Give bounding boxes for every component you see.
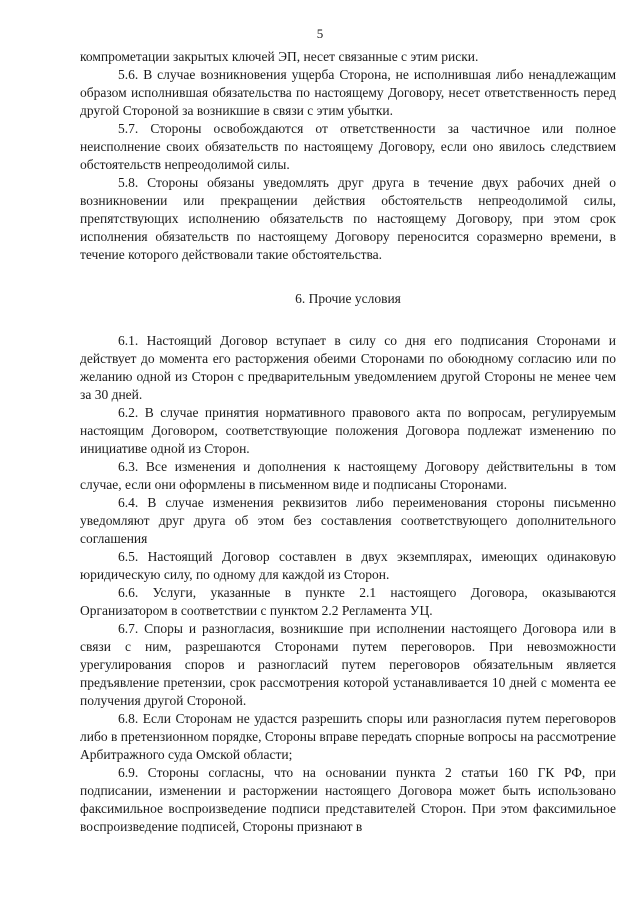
paragraph-5-continuation: компрометации закрытых ключей ЭП, несет связанные с этим риски. xyxy=(80,49,479,64)
paragraph-6-3: 6.3. Все изменения и дополнения к настоящему Договору действительны в том случае, если они оформлены в письменном виде и подписаны Сторонами. xyxy=(80,459,616,492)
paragraph-6-4: 6.4. В случае изменения реквизитов либо переименования стороны письменно уведомляют друг друга об этом без составления соответствующего дополнительного соглашения xyxy=(80,495,616,546)
paragraph-5-7: 5.7. Стороны освобождаются от ответственности за частичное или полное неисполнение своих обязательств по настоящему Договору, если оно явилось следствием обстоятельств непреодолимой силы. xyxy=(80,121,616,172)
paragraph-6-6: 6.6. Услуги, указанные в пункте 2.1 настоящего Договора, оказываются Организатором в соответствии с пунктом 2.2 Регламента УЦ. xyxy=(80,585,616,618)
paragraph-6-1: 6.1. Настоящий Договор вступает в силу со дня его подписания Сторонами и действует до момента его расторжения обеими Сторонами по обоюдному согласию или по желанию одной из Сторон с предварительным уведомлением другой Стороны не менее чем за 30 дней. xyxy=(80,333,616,402)
section-6-heading: 6. Прочие условия xyxy=(295,291,401,306)
paragraph-6-2: 6.2. В случае принятия нормативного правового акта по вопросам, регулируемым настоящим Договором, соответствующие положения Договора подлежат изменению по инициативе одной из Сторон. xyxy=(80,405,616,456)
paragraph-5-6: 5.6. В случае возникновения ущерба Сторона, не исполнившая либо ненадлежащим образом исполнившая обязательства по настоящему Договору, несет ответственность перед другой Стороной за возникшие в связи с этим убытки. xyxy=(80,67,616,118)
paragraph-6-8: 6.8. Если Сторонам не удастся разрешить споры или разногласия путем переговоров либо в претензионном порядке, Стороны вправе передать спорные вопросы на рассмотрение Арбитражного суда Омской области; xyxy=(80,711,616,762)
paragraph-6-5: 6.5. Настоящий Договор составлен в двух экземплярах, имеющих одинаковую юридическую силу, по одному для каждой из Сторон. xyxy=(80,549,616,582)
document-body xyxy=(80,48,616,836)
page-number: 5 xyxy=(316,26,324,41)
paragraph-6-7: 6.7. Споры и разногласия, возникшие при исполнении настоящего Договора или в связи с ним, разрешаются Сторонами путем переговоров. При невозможности урегулирования споров и разногласий путем переговоров обязательным является предъявление претензии, срок рассмотрения которой устанавливается 10 дней с момента ее получения другой Стороной. xyxy=(80,621,616,708)
paragraph-6-9: 6.9. Стороны согласны, что на основании пункта 2 статьи 160 ГК РФ, при подписании, изменении и расторжении настоящего Договора может быть использовано факсимильное воспроизведение подписи представителей Сторон. При этом факсимильное воспроизведение подписей, Стороны признают в xyxy=(80,765,616,834)
paragraph-5-8: 5.8. Стороны обязаны уведомлять друг друга в течение двух рабочих дней о возникновении или прекращении действия обстоятельств непреодолимой силы, препятствующих исполнению обязательств по настоящему Договору, при этом срок исполнения обязательств по настоящему Договору переносится соразмерно времени, в течение которого действовали такие обстоятельства. xyxy=(80,175,616,262)
